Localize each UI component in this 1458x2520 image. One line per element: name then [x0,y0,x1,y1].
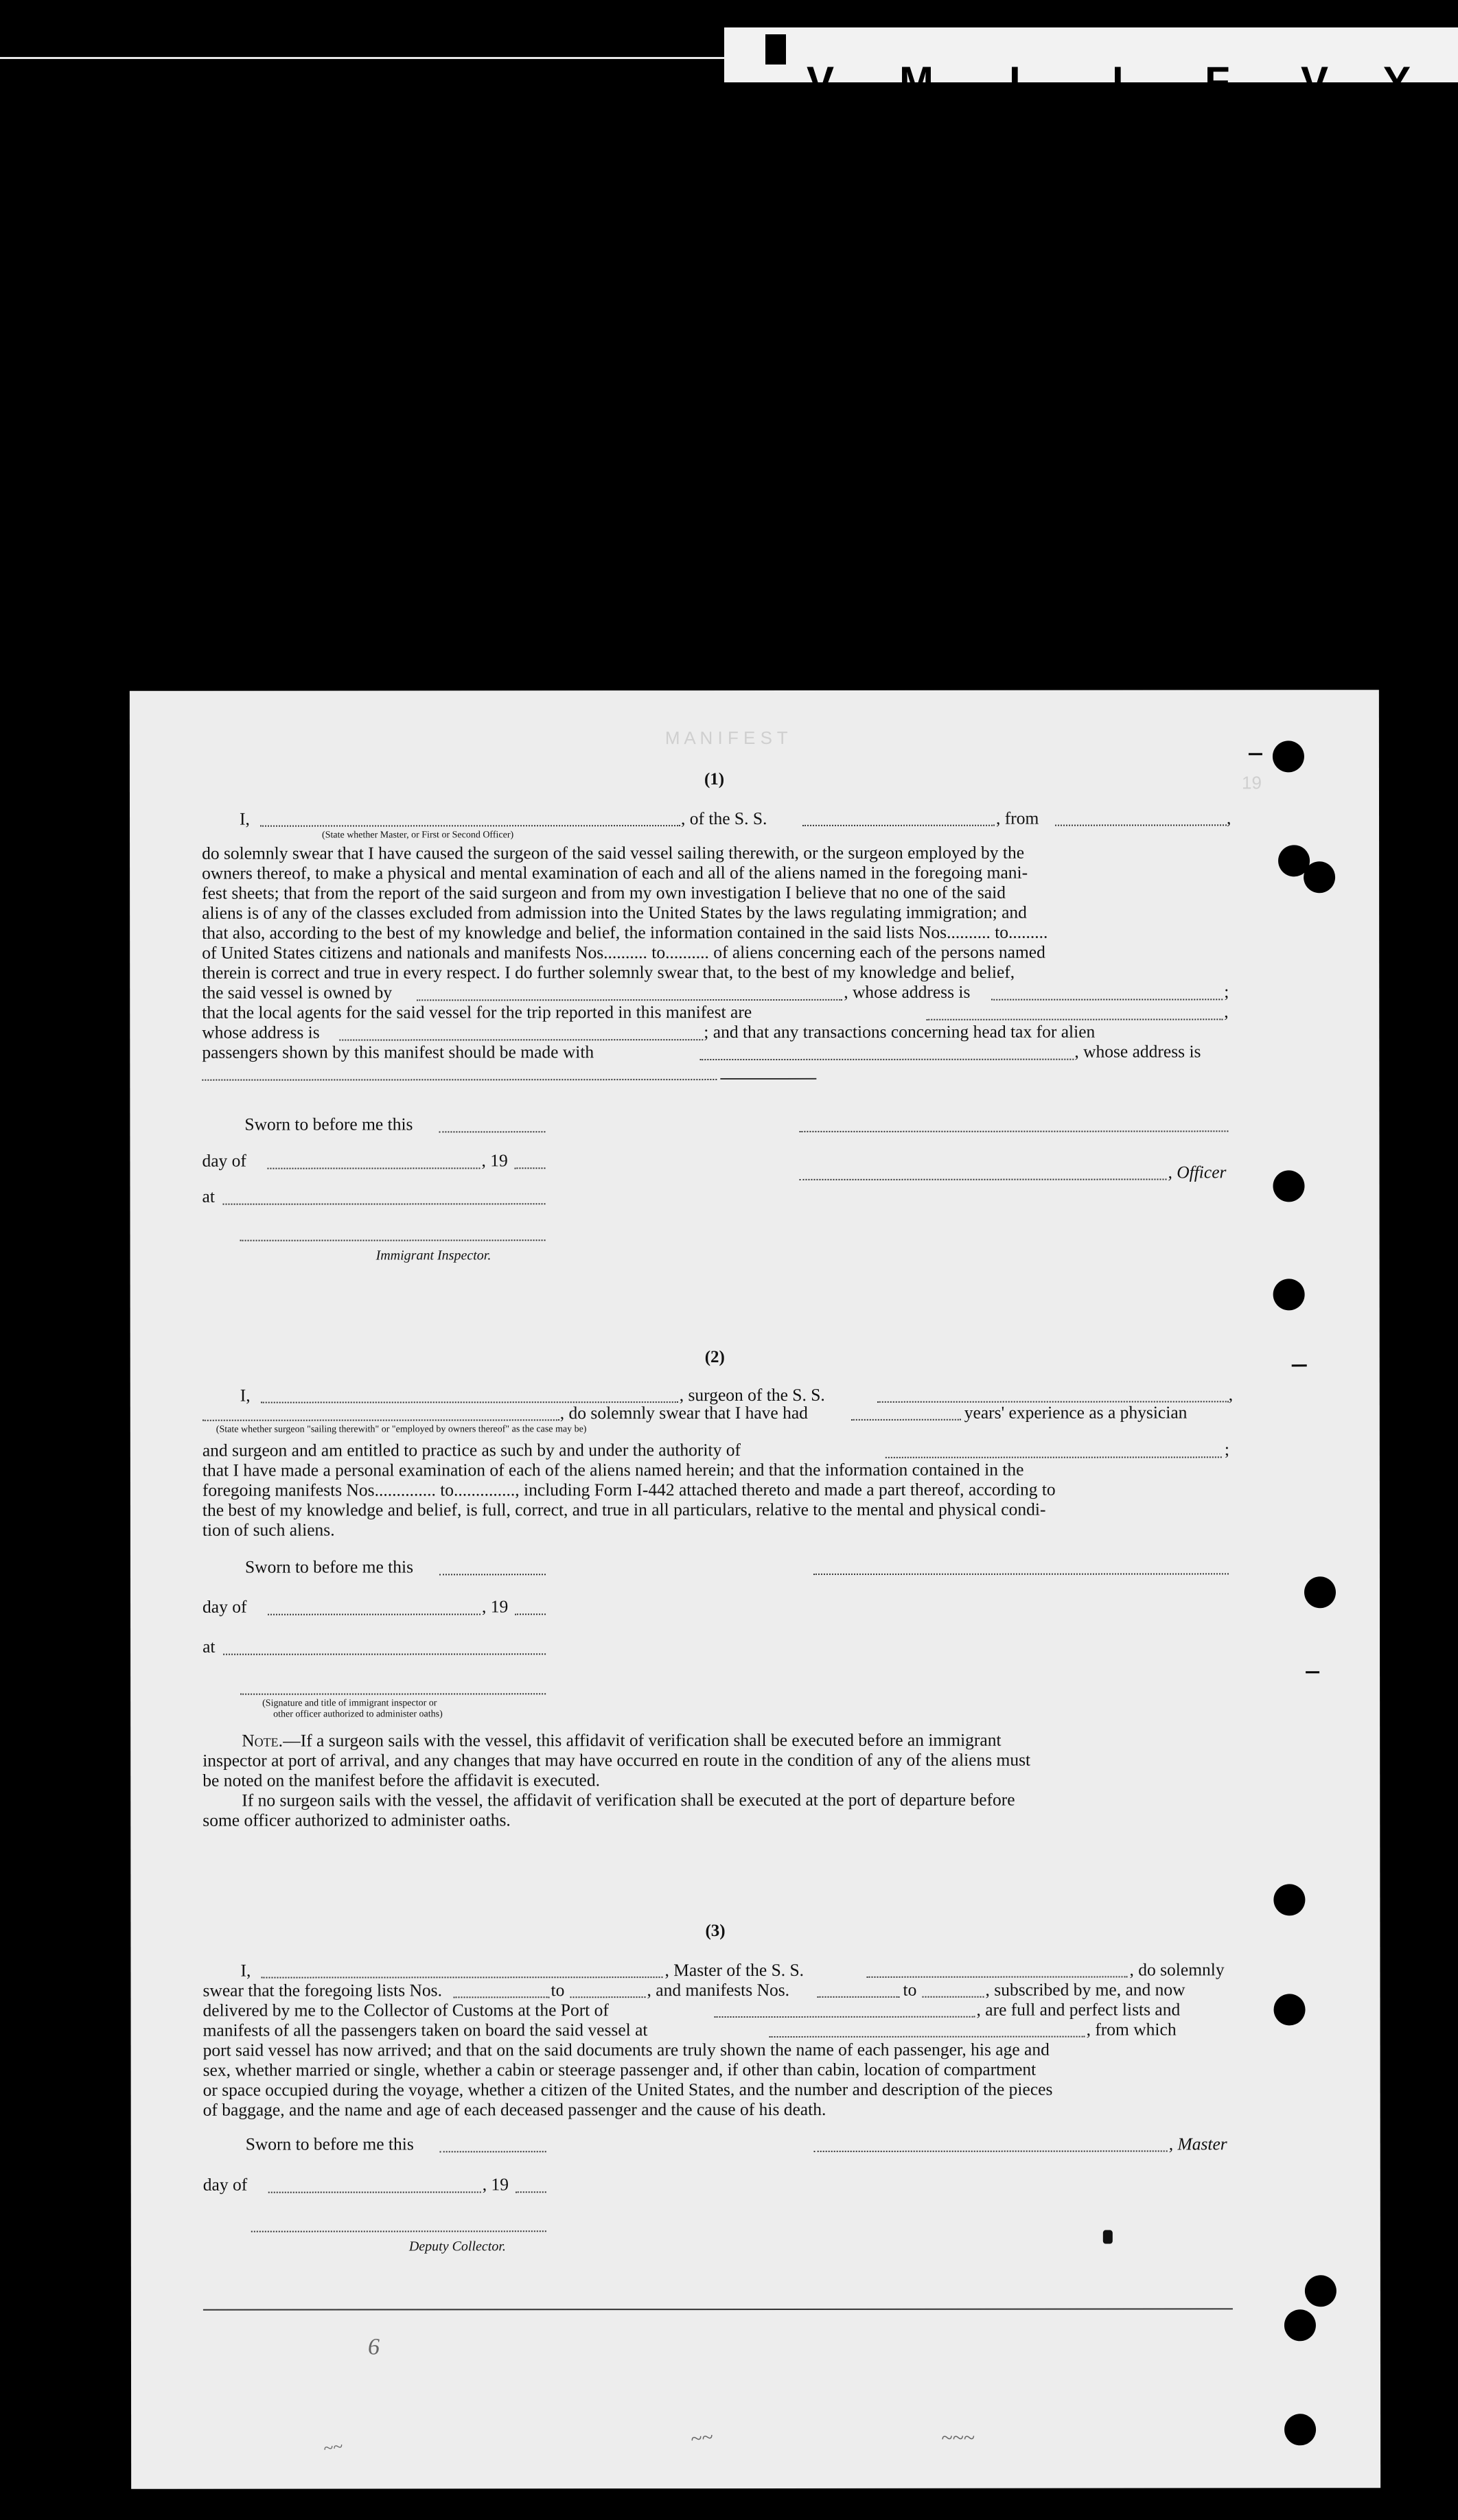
sec1-line: that also, according to the best of my knowledge and belief, the information contained in the said lists Nos.......... to......... [202,922,1048,943]
bottom-rule [203,2308,1233,2310]
handwritten-mark: 6 [367,2334,380,2360]
perfect-lists-label: , are full and perfect lists and [976,1999,1181,2020]
note-line: inspector at port of arrival, and any changes that may have occurred en route in the condition of any of the aliens must [202,1749,1031,1771]
film-header-bar [724,27,1458,104]
bleed-through-text: 19 [1241,772,1262,793]
punch-hole [1273,1279,1305,1310]
bleed-through-text: M A N I F E S T [664,727,788,749]
year-prefix: , 19 [481,1150,508,1171]
master-of-label: , Master of the S. S. [664,1959,805,1981]
sec3-i-label: I, [240,1960,251,1981]
day-of-label: day of [202,1596,247,1617]
owned-by-label: the said vessel is owned by [202,982,393,1003]
month-field [268,1613,481,1615]
owner-field [417,999,842,1001]
sec2-line: the best of my knowledge and belief, is full, correct, and true in all particulars, relative to the mental and physical condi- [202,1499,1046,1520]
semicolon: ; [1224,1439,1229,1460]
authority-label: and surgeon and am entitled to practice as such by and under the authority of [202,1440,741,1460]
local-agents-field [926,1018,1223,1020]
lists-from-field [454,1996,550,1998]
film-letter: F [1205,58,1230,104]
at-label: at [202,1636,216,1657]
sworn-label: Sworn to before me this [245,2134,414,2154]
sec1-line: therein is correct and true in every respect. I do further solemnly swear that, to the best of my knowledge and belief, [202,961,1015,983]
semicolon: ; [1224,981,1229,1002]
transactions-address-field [202,1079,717,1081]
do-solemnly-label: , do solemnly [1129,1959,1225,1980]
from-which-label: , from which [1086,2019,1177,2040]
punch-hole [1305,2275,1336,2307]
surgeon-signature-field [813,1573,1229,1575]
surgeon-type-field [202,1419,559,1421]
head-tax-text: ; and that any transactions concerning head tax for alien [704,1021,1096,1042]
margin-mark [1249,753,1262,755]
year-field [516,2191,546,2193]
note-line: be noted on the manifest before the affidavit is executed. [202,1770,600,1790]
master-label: , Master [1168,2134,1227,2154]
punch-hole [1273,1884,1305,1915]
swear-label: , do solemnly swear that I have had [559,1402,808,1423]
owner-address-label: , whose address is [844,981,971,1002]
film-letter: V [1301,58,1329,104]
signature-note: other officer authorized to administer oaths) [273,1709,443,1720]
note-heading: Note. [242,1730,283,1751]
sworn-label: Sworn to before me this [244,1556,414,1577]
note-line: some officer authorized to administer oaths. [202,1810,511,1830]
comma: , [1227,808,1231,828]
transactions-label: passengers shown by this manifest should be made with [202,1042,594,1062]
sec1-line: do solemnly swear that I have caused the surgeon of the said vessel sailing therewith, or the surgeon employed by the [202,842,1025,863]
film-letter: L [1009,58,1034,104]
handwritten-mark: ~~ [689,2425,715,2451]
underline [720,1078,816,1080]
margin-mark [1306,1671,1319,1673]
punch-hole [1274,1994,1306,2025]
day-of-label: day of [202,2174,248,2195]
agent-address-field [339,1039,703,1040]
transactions-field [699,1059,1074,1060]
officer-label: , Officer [1168,1162,1227,1182]
master-name-field [261,1976,662,1979]
place-field [223,1653,546,1655]
sec3-vessel-field [866,1976,1127,1978]
year-prefix: , 19 [482,1596,509,1617]
authority-field [886,1456,1222,1458]
month-field [268,2191,481,2193]
owner-address-field [991,999,1223,1000]
comma: , [1228,1384,1234,1405]
punch-hole [1273,740,1304,772]
local-agents-label: that the local agents for the said vessel for the trip reported in this manifest are [202,1002,752,1023]
year-field [515,1613,546,1615]
customs-port-field [715,2016,975,2018]
sec1-line: aliens is of any of the classes excluded from admission into the United States by the laws regulating immigration; and [202,902,1027,923]
note-line: —If a surgeon sails with the vessel, this affidavit of verification shall be executed before an immigrant [283,1729,1002,1751]
sec2-line: that I have made a personal examination of each of the aliens named herein; and that the information contained in the [202,1459,1024,1480]
deputy-collector-label: Deputy Collector. [408,2239,506,2254]
manifests-label: , and manifests Nos. [647,1979,790,2000]
lists-label: swear that the foregoing lists Nos. [202,1980,442,2000]
year-field [514,1167,545,1169]
manifest-affidavit-page [130,690,1380,2489]
sec2-line: foregoing manifests Nos.............. to.............., including Form I-442 attached thereto and made a part thereof, according to [202,1479,1056,1500]
agent-address-label: whose address is [202,1022,320,1042]
punch-hole [1304,861,1335,893]
transactions-address-label: , whose address is [1074,1041,1201,1062]
sec1-of-ss-label: , of the S. S. [681,808,767,829]
to-label: to [551,1980,565,2000]
sec3-line: port said vessel has now arrived; and that on the said documents are truly shown the name of each passenger, his age and [202,2039,1050,2060]
officer-note: (State whether Master, or First or Second Officer) [322,830,514,841]
years-field [851,1419,961,1421]
sec1-i-label: I, [240,808,250,829]
official-signature-field [240,1693,546,1694]
vessel-name-field [802,825,995,826]
film-letter: I [1112,58,1124,104]
sworn-day-field [440,2151,546,2152]
comma: , [1224,1001,1229,1022]
manifests-to-field [923,1996,984,1998]
officer-title-field [799,1178,1166,1180]
collector-label: delivered by me to the Collector of Customs at the Port of [202,2000,609,2020]
punch-hole [1273,1170,1304,1202]
officer-name-field [260,825,680,827]
punch-hole [1284,2309,1316,2341]
punch-hole [1304,1576,1336,1608]
inspector-label: Immigrant Inspector. [375,1248,491,1263]
section-2-number: (2) [704,1348,725,1367]
lists-to-field [570,1996,646,1998]
month-field [267,1167,480,1169]
sworn-day-field [439,1131,545,1132]
years-label: years' experience as a physician [964,1402,1188,1423]
sec1-from-label: , from [996,808,1039,828]
to-label: to [903,1979,917,2000]
sec2-line: tion of such aliens. [202,1519,335,1540]
film-letter: V [807,58,835,104]
sec3-line: of baggage, and the name and age of each deceased passenger and the cause of his death. [202,2099,826,2120]
film-letter: M [899,58,934,104]
handwritten-mark: ~~~ [941,2426,975,2449]
year-prefix: , 19 [482,2174,509,2195]
ink-spot [1103,2230,1113,2244]
sec1-line: owners thereof, to make a physical and mental examination of each and all of the aliens named in the foregoing mani- [202,862,1028,883]
taken-on-board-label: manifests of all the passengers taken on board the said vessel at [202,2020,648,2040]
at-label: at [202,1186,215,1206]
film-mark [765,34,786,65]
officer-signature-field [799,1130,1228,1132]
deputy-signature-field [251,2230,546,2232]
sec1-line: fest sheets; that from the report of the said surgeon and from my own investigation I believe that no one of the said [202,882,1006,903]
sec1-line: of United States citizens and nationals and manifests Nos.......... to.......... of aliens concerning each of the persons named [202,942,1045,963]
signature-note: (Signature and title of immigrant inspector or [262,1698,437,1709]
departure-port-field [1055,824,1227,826]
manifests-from-field [818,1996,900,1998]
sec2-i-label: I, [240,1385,251,1405]
surgeon-of-label: , surgeon of the S. S. [679,1384,825,1405]
day-of-label: day of [202,1150,246,1171]
boarding-port-field [769,2036,1085,2038]
subscribed-label: , subscribed by me, and now [985,1979,1185,2000]
surgeon-note: (State whether surgeon "sailing therewith" or "employed by owners thereof" as the case may be) [216,1424,587,1435]
place-field [223,1203,546,1204]
sec3-line: or space occupied during the voyage, whether a citizen of the United States, and the number and description of the pieces [202,2079,1053,2100]
sec3-line: sex, whether married or single, whether a cabin or steerage passenger and, if other than cabin, location of compartment [202,2059,1037,2080]
master-signature-field [814,2150,1168,2151]
section-3-number: (3) [705,1922,726,1941]
section-1-number: (1) [704,770,725,789]
margin-mark [1292,1364,1307,1366]
film-letter: Y [1383,58,1411,104]
inspector-signature-field [240,1239,546,1241]
sworn-day-field [439,1574,546,1575]
note-line: If no surgeon sails with the vessel, the affidavit of verification shall be executed at the port of departure before [242,1789,1015,1810]
sworn-label: Sworn to before me this [244,1114,413,1134]
punch-hole [1284,2414,1316,2445]
handwritten-mark: ~~ [322,2436,345,2459]
film-edge-line [0,57,728,59]
